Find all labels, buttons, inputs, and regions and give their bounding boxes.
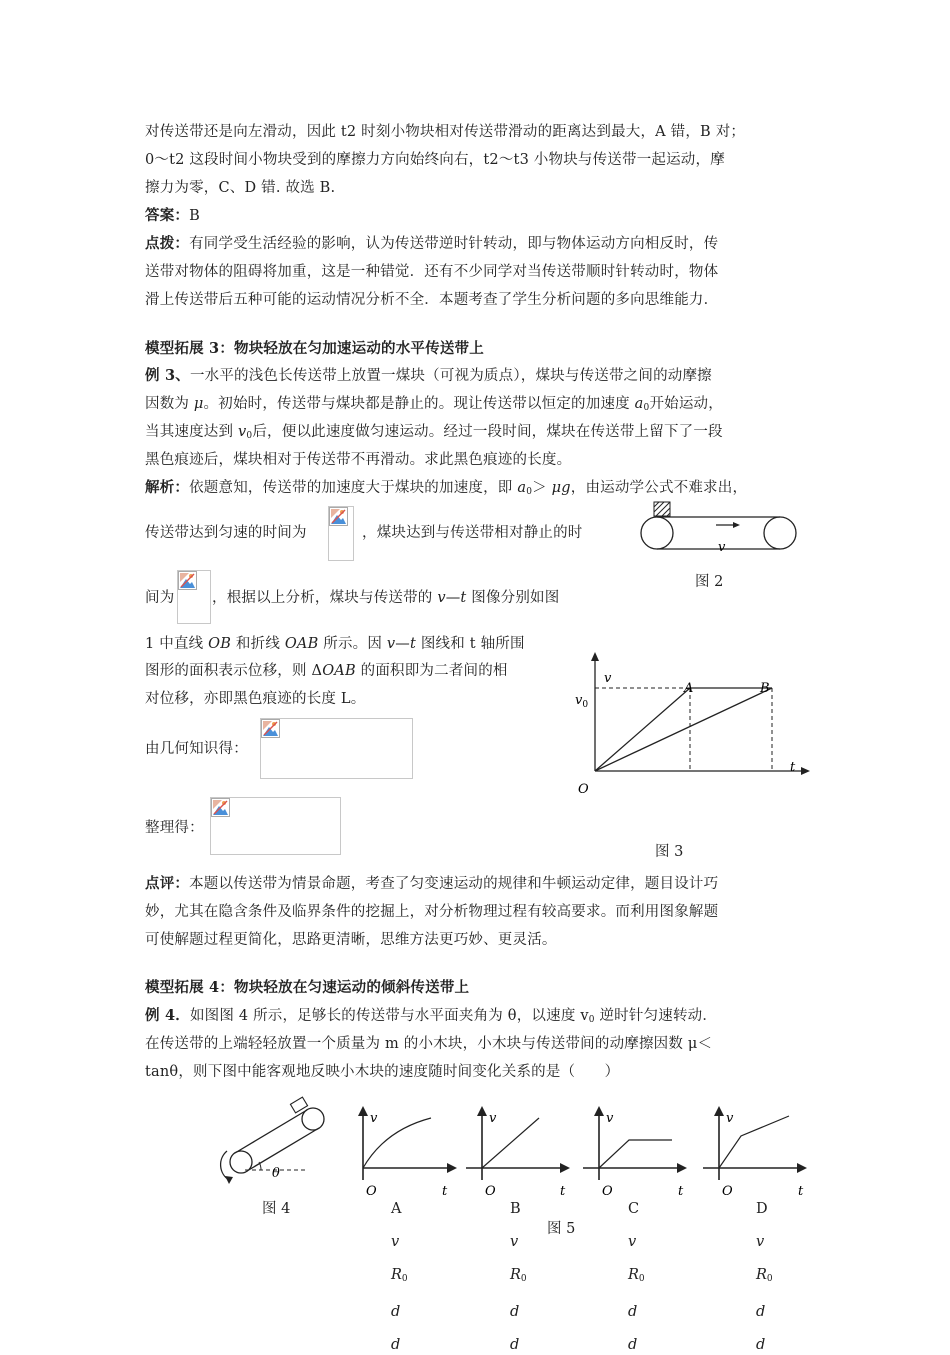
v-symbol: v <box>386 636 396 652</box>
formula-image-placeholder <box>210 797 341 855</box>
left-pulley <box>641 517 673 549</box>
svg-text:t: t <box>798 1184 804 1199</box>
option-r: R <box>628 1267 639 1283</box>
v0-symbol: v <box>238 424 247 440</box>
text-span: 图像分别如图 <box>466 590 560 606</box>
formula-image-placeholder <box>328 506 354 561</box>
tip-text: 有同学受生活经验的影响，认为传送带逆时针转动，即与物体运动方向相反时，传 <box>189 236 719 252</box>
text-line: 可使解题过程更简化，思路更清晰，思维方法更巧妙、更灵活。 <box>145 932 557 948</box>
right-pulley <box>764 517 796 549</box>
option-v: v <box>391 1234 400 1250</box>
option-letter: A <box>391 1201 402 1217</box>
t-symbol: t <box>460 590 467 606</box>
text-line: 黑色痕迹后，煤块相对于传送带不再滑动。求此黑色痕迹的长度。 <box>145 452 572 468</box>
text-span: 因数为 <box>145 396 194 412</box>
subscript: 0 <box>638 1274 645 1284</box>
subscript: 0 <box>766 1274 773 1284</box>
text-span: 图线和 t 轴所围 <box>416 636 525 652</box>
option-d: d <box>391 1337 401 1353</box>
section-heading-3: 模型拓展 3：物块轻放在匀加速运动的水平传送带上 <box>145 340 484 357</box>
tip-label: 点拨： <box>145 235 190 252</box>
option-d: d <box>628 1337 638 1353</box>
text-line: 在传送带的上端轻轻放置一个质量为 m 的小木块，小木块与传送带间的动摩擦因数 μ＜ <box>145 1036 713 1052</box>
subscript: 0 <box>588 1015 595 1025</box>
text-line: 由几何知识得： <box>145 741 248 757</box>
oab-symbol: OAB <box>322 663 356 679</box>
svg-text:t: t <box>442 1184 448 1199</box>
a0-symbol: a <box>634 396 644 412</box>
text-span: ＞ <box>532 480 552 496</box>
subscript: 0 <box>526 487 533 497</box>
text-line: 擦力为零，C、D 错. 故选 B. <box>145 180 336 196</box>
ob-symbol: OB <box>208 636 232 652</box>
tip-line <box>145 234 718 254</box>
text-span: ，由运动学公式不难求出， <box>570 480 748 496</box>
text-line <box>145 634 525 654</box>
broken-image-icon <box>211 798 230 817</box>
svg-text:v: v <box>370 1111 378 1126</box>
option-d: d <box>510 1337 520 1353</box>
text-line <box>145 661 508 681</box>
option-r: R <box>510 1267 521 1283</box>
option-B <box>510 1199 527 1355</box>
svg-text:v: v <box>726 1111 734 1126</box>
option-d: d <box>628 1304 638 1320</box>
text-line: 妙，尤其在隐含条件及临界条件的挖掘上，对分析物理过程有较高要求。而利用图象解题 <box>145 904 719 920</box>
example-3-label: 例 3、 <box>145 367 190 384</box>
svg-text:O: O <box>722 1184 733 1199</box>
text-span: 1 中直线 <box>145 636 209 652</box>
text-span: 逆时针匀速转动． <box>594 1008 718 1024</box>
graph-C <box>583 1106 687 1199</box>
subscript: 0 <box>643 403 650 413</box>
text-span: 当其速度达到 <box>145 424 239 440</box>
graph-A <box>358 1106 457 1199</box>
figure-5-caption: 图 5 <box>547 1221 576 1237</box>
answer-label: 答案： <box>145 207 190 224</box>
mug-symbol: μg <box>551 480 571 496</box>
line-OB <box>595 688 772 771</box>
text-line: 0～t2 这段时间小物块受到的摩擦力方向始终向右，t2～t3 小物块与传送带一起运动，摩 <box>145 152 725 168</box>
a0-symbol: a <box>517 480 527 496</box>
solution-label: 解析： <box>145 479 190 496</box>
option-r: R <box>756 1267 767 1283</box>
text-span: 。初始时，传送带与煤块都是静止的。现让传送带以恒定的加速度 <box>203 396 635 412</box>
text-line: 传送带达到匀速的时间为 <box>145 525 307 541</box>
fig2-v-label: v <box>718 540 726 555</box>
figure-2-conveyor <box>636 498 806 558</box>
text-line <box>145 394 723 418</box>
example-3-line <box>145 366 712 386</box>
figure-4-inclined-conveyor <box>215 1094 340 1194</box>
example-text: 一水平的浅色长传送带上放置一煤块（可视为质点），煤块与传送带之间的动摩擦 <box>189 368 712 384</box>
oab-symbol: OAB <box>284 636 319 652</box>
line-OA <box>595 688 690 771</box>
option-letter: D <box>756 1201 768 1217</box>
svg-text:O: O <box>366 1184 377 1199</box>
theta-label: θ <box>272 1166 280 1181</box>
graph-D <box>703 1106 807 1199</box>
broken-image-icon <box>178 571 197 590</box>
option-d: d <box>391 1304 401 1320</box>
figure-4-caption: 图 4 <box>262 1201 291 1217</box>
fig3-v0-label: $v_0$ <box>575 693 589 710</box>
polyline-C <box>599 1140 672 1168</box>
svg-text:O: O <box>602 1184 613 1199</box>
text-span: — <box>395 636 410 652</box>
subscript: 0 <box>401 1274 408 1284</box>
fig3-v-label: v <box>604 671 612 686</box>
fig3-A-label: A <box>684 681 694 696</box>
figure-2-caption: 图 2 <box>695 574 724 590</box>
text-span: 和折线 <box>231 636 285 652</box>
option-v: v <box>628 1234 637 1250</box>
figure-3-vt-graph <box>570 648 815 798</box>
graph-B <box>466 1106 570 1199</box>
text-line <box>145 422 723 446</box>
text-line: 整理得： <box>145 820 204 836</box>
figure-5-vt-graphs <box>345 1100 815 1200</box>
svg-text:O: O <box>485 1184 496 1199</box>
subscript: 0 <box>520 1274 527 1284</box>
v-symbol: v <box>437 590 446 606</box>
formula-image-placeholder <box>260 718 413 779</box>
option-d: d <box>756 1337 766 1353</box>
option-v: v <box>756 1234 765 1250</box>
fig3-O-label: O <box>578 782 589 797</box>
option-d: d <box>510 1304 520 1320</box>
option-A <box>391 1199 408 1355</box>
rotation-arrow-icon <box>221 1151 229 1180</box>
option-r: R <box>391 1267 402 1283</box>
comment-text: 本题以传送带为情景命题，考查了匀变速运动的规律和牛顿运动定律，题目设计巧 <box>189 876 719 892</box>
text-span: ，根据以上分析，煤块与传送带的 <box>212 590 438 606</box>
answer-line <box>145 206 200 226</box>
option-d: d <box>756 1304 766 1320</box>
comment-line <box>145 874 718 894</box>
text-span: 的面积即为二者间的相 <box>355 663 508 679</box>
text-span: — <box>445 590 461 606</box>
option-D <box>756 1199 773 1355</box>
example-4-label: 例 4． <box>145 1007 190 1024</box>
text-span: 依题意知，传送带的加速度大于煤块的加速度，即 <box>189 480 518 496</box>
mu-symbol: μ <box>193 396 204 412</box>
text-line: 滑上传送带后五种可能的运动情况分析不全．本题考查了学生分析问题的多向思维能力． <box>145 292 719 308</box>
svg-text:t: t <box>678 1184 684 1199</box>
t-symbol: t <box>409 636 417 652</box>
text-span: 图形的面积表示位移，则 Δ <box>145 663 323 679</box>
svg-text:t: t <box>560 1184 566 1199</box>
text-span: 开始运动， <box>649 396 723 412</box>
example-4-line <box>145 1006 717 1030</box>
broken-image-icon <box>261 719 280 738</box>
option-v: v <box>510 1234 519 1250</box>
svg-text:v: v <box>606 1111 614 1126</box>
fig3-t-label: t <box>790 760 796 775</box>
text-span: 所示。因 <box>318 636 387 652</box>
formula-image-placeholder <box>177 570 211 624</box>
text-line: 对位移，亦即黑色痕迹的长度 L。 <box>145 691 366 707</box>
fig3-B-label: B <box>760 681 770 696</box>
text-span: 后，便以此速度做匀速运动。经过一段时间，煤块在传送带上留下了一段 <box>252 424 723 440</box>
figure-3-caption: 图 3 <box>655 844 684 860</box>
svg-text:v: v <box>489 1111 497 1126</box>
text-span: 如图图 4 所示，足够长的传送带与水平面夹角为 θ，以速度 v <box>189 1008 589 1024</box>
option-letter: C <box>628 1201 640 1217</box>
text-line: 对传送带还是向左滑动，因此 t2 时刻小物块相对传送带滑动的距离达到最大，A 错，B 对； <box>145 124 746 140</box>
text-line <box>212 588 559 608</box>
text-line: 送带对物体的阻碍将加重，这是一种错觉．还有不少同学对当传送带顺时针转动时，物体 <box>145 264 719 280</box>
comment-label: 点评： <box>145 875 190 892</box>
option-C <box>628 1199 645 1355</box>
answer-value: B <box>189 208 200 224</box>
broken-image-icon <box>329 507 348 526</box>
text-line: ，煤块达到与传送带相对静止的时 <box>362 525 583 541</box>
text-line: 间为 <box>145 590 175 606</box>
option-letter: B <box>510 1201 521 1217</box>
subscript: 0 <box>246 431 253 441</box>
section-heading-4: 模型拓展 4：物块轻放在匀速运动的倾斜传送带上 <box>145 979 470 996</box>
text-line: tanθ，则下图中能客观地反映小木块的速度随时间变化关系的是（ ） <box>145 1064 620 1080</box>
